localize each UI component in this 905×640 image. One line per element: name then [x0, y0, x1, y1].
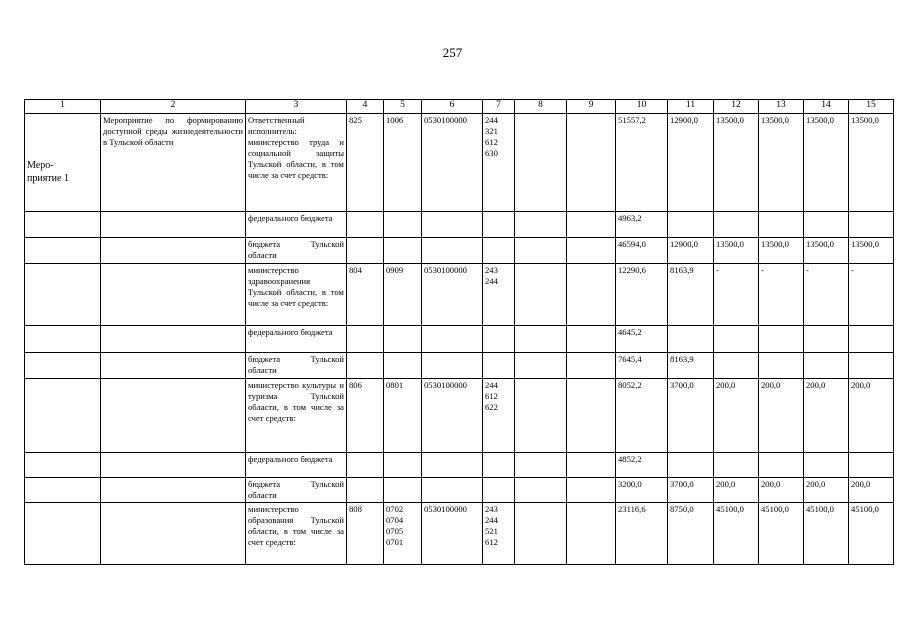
- event-name-cell: [25, 264, 101, 326]
- cell-9: [567, 379, 616, 453]
- cell-9: [567, 114, 616, 212]
- expense-type-cell: 244 321 612 630: [483, 114, 515, 212]
- amount-cell: 13500,0: [849, 238, 894, 264]
- event-description-cell: [101, 478, 246, 503]
- amount-cell: -: [849, 264, 894, 326]
- event-description-cell: [101, 264, 246, 326]
- table-row: [25, 478, 894, 503]
- event-description-cell: [101, 453, 246, 478]
- section-cell: 0909: [384, 264, 422, 326]
- cell-9: [567, 478, 616, 503]
- event-name-cell: [25, 353, 101, 379]
- table-row: [25, 114, 894, 212]
- event-name-cell: [25, 326, 101, 353]
- amount-cell: 12290,6: [616, 264, 668, 326]
- amount-cell: 12900,0: [668, 114, 714, 212]
- event-name-cell: [25, 212, 101, 238]
- expense-type-cell: 244 612 622: [483, 379, 515, 453]
- event-description-cell: [101, 353, 246, 379]
- target-article-cell: 0530100000: [422, 114, 483, 212]
- cell-8: [515, 379, 567, 453]
- column-header: 2: [101, 100, 246, 114]
- expense-type-cell: 243 244 521 612: [483, 503, 515, 565]
- amount-cell: [759, 353, 804, 379]
- amount-cell: [714, 453, 759, 478]
- amount-cell: [759, 212, 804, 238]
- expense-type-cell: [483, 326, 515, 353]
- column-header: 12: [714, 100, 759, 114]
- executor-cell: бюджета Тульской области: [246, 353, 347, 379]
- cell-9: [567, 503, 616, 565]
- target-article-cell: 0530100000: [422, 379, 483, 453]
- target-article-cell: [422, 353, 483, 379]
- amount-cell: 4852,2: [616, 453, 668, 478]
- amount-cell: 8052,2: [616, 379, 668, 453]
- amount-cell: 3700,0: [668, 478, 714, 503]
- executor-cell: бюджета Тульской области: [246, 238, 347, 264]
- amount-cell: 13500,0: [804, 238, 849, 264]
- event-description-cell: [101, 503, 246, 565]
- grbs-cell: [347, 453, 384, 478]
- amount-cell: [759, 326, 804, 353]
- column-header: 4: [347, 100, 384, 114]
- table-row: [25, 353, 894, 379]
- budget-table: [24, 99, 894, 565]
- amount-cell: 12900,0: [668, 238, 714, 264]
- cell-9: [567, 453, 616, 478]
- executor-cell: федерального бюджета: [246, 453, 347, 478]
- section-cell: [384, 353, 422, 379]
- amount-cell: [849, 453, 894, 478]
- column-header: 3: [246, 100, 347, 114]
- cell-8: [515, 478, 567, 503]
- amount-cell: -: [804, 264, 849, 326]
- executor-cell: федерального бюджета: [246, 212, 347, 238]
- amount-cell: 200,0: [849, 478, 894, 503]
- column-header: 14: [804, 100, 849, 114]
- grbs-cell: 804: [347, 264, 384, 326]
- target-article-cell: [422, 326, 483, 353]
- amount-cell: 200,0: [849, 379, 894, 453]
- column-header: 11: [668, 100, 714, 114]
- cell-9: [567, 264, 616, 326]
- page-number: 257: [442, 45, 463, 60]
- amount-cell: -: [714, 264, 759, 326]
- table-row: [25, 326, 894, 353]
- executor-cell: Ответственный исполнитель: министерство труда и социальной защиты Тульской области, в том числе за счет средств:: [246, 114, 347, 212]
- amount-cell: 7645,4: [616, 353, 668, 379]
- target-article-cell: 0530100000: [422, 503, 483, 565]
- amount-cell: 13500,0: [804, 114, 849, 212]
- amount-cell: [804, 453, 849, 478]
- section-cell: [384, 453, 422, 478]
- cell-8: [515, 326, 567, 353]
- amount-cell: 8163,9: [668, 264, 714, 326]
- target-article-cell: [422, 212, 483, 238]
- event-name-cell: [25, 503, 101, 565]
- amount-cell: 4645,2: [616, 326, 668, 353]
- cell-8: [515, 503, 567, 565]
- cell-9: [567, 353, 616, 379]
- amount-cell: 23116,6: [616, 503, 668, 565]
- cell-9: [567, 212, 616, 238]
- amount-cell: 200,0: [759, 478, 804, 503]
- amount-cell: [668, 453, 714, 478]
- grbs-cell: [347, 353, 384, 379]
- target-article-cell: [422, 478, 483, 503]
- section-cell: 0801: [384, 379, 422, 453]
- column-header: 7: [483, 100, 515, 114]
- amount-cell: [804, 212, 849, 238]
- amount-cell: 3700,0: [668, 379, 714, 453]
- column-header: 5: [384, 100, 422, 114]
- cell-8: [515, 453, 567, 478]
- amount-cell: [668, 212, 714, 238]
- table-row: [25, 453, 894, 478]
- table-row: [25, 503, 894, 565]
- amount-cell: [804, 326, 849, 353]
- amount-cell: -: [759, 264, 804, 326]
- expense-type-cell: [483, 212, 515, 238]
- column-header: 6: [422, 100, 483, 114]
- amount-cell: [849, 326, 894, 353]
- amount-cell: 4963,2: [616, 212, 668, 238]
- amount-cell: 13500,0: [759, 114, 804, 212]
- cell-8: [515, 238, 567, 264]
- section-cell: 1006: [384, 114, 422, 212]
- event-description-cell: [101, 238, 246, 264]
- executor-cell: министерство культуры и туризма Тульской области, в том числе за счет средств:: [246, 379, 347, 453]
- amount-cell: 200,0: [804, 379, 849, 453]
- table-row: [25, 212, 894, 238]
- amount-cell: [714, 353, 759, 379]
- event-description-cell: [101, 212, 246, 238]
- amount-cell: 45100,0: [759, 503, 804, 565]
- amount-cell: 3200,0: [616, 478, 668, 503]
- grbs-cell: [347, 238, 384, 264]
- amount-cell: 13500,0: [714, 238, 759, 264]
- expense-type-cell: [483, 353, 515, 379]
- executor-cell: министерство здравоохранения Тульской области, в том числе за счет средств:: [246, 264, 347, 326]
- amount-cell: [714, 326, 759, 353]
- cell-8: [515, 264, 567, 326]
- event-description-cell: [101, 379, 246, 453]
- cell-8: [515, 212, 567, 238]
- grbs-cell: 806: [347, 379, 384, 453]
- executor-cell: федерального бюджета: [246, 326, 347, 353]
- expense-type-cell: [483, 238, 515, 264]
- amount-cell: 200,0: [714, 478, 759, 503]
- section-cell: [384, 212, 422, 238]
- amount-cell: 200,0: [804, 478, 849, 503]
- amount-cell: 13500,0: [849, 114, 894, 212]
- table-row: [25, 264, 894, 326]
- grbs-cell: 825: [347, 114, 384, 212]
- expense-type-cell: [483, 453, 515, 478]
- grbs-cell: [347, 478, 384, 503]
- executor-cell: бюджета Тульской области: [246, 478, 347, 503]
- amount-cell: [804, 353, 849, 379]
- cell-8: [515, 353, 567, 379]
- grbs-cell: [347, 212, 384, 238]
- amount-cell: [849, 353, 894, 379]
- amount-cell: 45100,0: [849, 503, 894, 565]
- section-cell: 0702 0704 0705 0701: [384, 503, 422, 565]
- cell-9: [567, 238, 616, 264]
- cell-9: [567, 326, 616, 353]
- section-cell: [384, 478, 422, 503]
- event-description-cell: [101, 326, 246, 353]
- event-name-cell: [25, 238, 101, 264]
- table-row: [25, 238, 894, 264]
- amount-cell: [714, 212, 759, 238]
- target-article-cell: [422, 453, 483, 478]
- executor-cell: министерство образования Тульской области, в том числе за счет средств:: [246, 503, 347, 565]
- amount-cell: 45100,0: [714, 503, 759, 565]
- column-header: 15: [849, 100, 894, 114]
- amount-cell: 13500,0: [714, 114, 759, 212]
- amount-cell: [849, 212, 894, 238]
- event-name-cell: [25, 453, 101, 478]
- event-name-cell: [25, 478, 101, 503]
- column-header: 9: [567, 100, 616, 114]
- section-cell: [384, 238, 422, 264]
- column-header: 8: [515, 100, 567, 114]
- table-row: [25, 379, 894, 453]
- amount-cell: 45100,0: [804, 503, 849, 565]
- header-row: [25, 100, 894, 114]
- column-header: 13: [759, 100, 804, 114]
- expense-type-cell: 243 244: [483, 264, 515, 326]
- amount-cell: 46594,0: [616, 238, 668, 264]
- amount-cell: 8750,0: [668, 503, 714, 565]
- grbs-cell: 808: [347, 503, 384, 565]
- expense-type-cell: [483, 478, 515, 503]
- target-article-cell: [422, 238, 483, 264]
- event-description-cell: Мероприятие по формированию доступной среды жизнедеятельности в Тульской области: [101, 114, 246, 212]
- amount-cell: 13500,0: [759, 238, 804, 264]
- amount-cell: 200,0: [714, 379, 759, 453]
- section-cell: [384, 326, 422, 353]
- event-name-cell: [25, 379, 101, 453]
- event-name-cell: Меро- приятие 1: [25, 114, 101, 212]
- amount-cell: [668, 326, 714, 353]
- amount-cell: [759, 453, 804, 478]
- grbs-cell: [347, 326, 384, 353]
- column-header: 1: [25, 100, 101, 114]
- column-header: 10: [616, 100, 668, 114]
- target-article-cell: 0530100000: [422, 264, 483, 326]
- cell-8: [515, 114, 567, 212]
- amount-cell: 200,0: [759, 379, 804, 453]
- amount-cell: 51557,2: [616, 114, 668, 212]
- amount-cell: 8163,9: [668, 353, 714, 379]
